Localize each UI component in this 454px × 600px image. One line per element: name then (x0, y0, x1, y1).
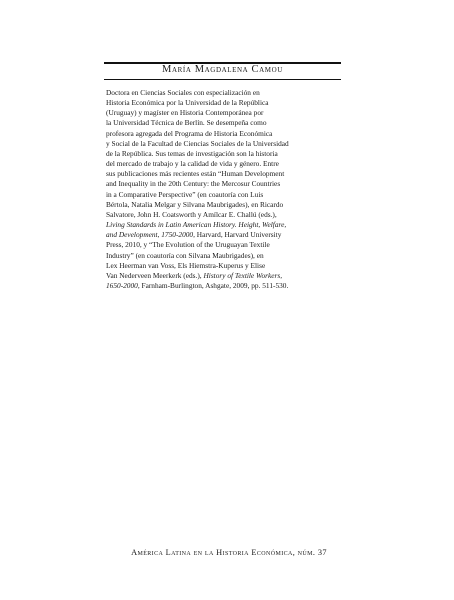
bio-text: Historia Económica por la Universidad de la República (106, 98, 269, 108)
bio-line (106, 220, 346, 230)
bio-text: del mercado de trabajo y la calidad de vida y género. Entre (106, 159, 279, 169)
journal-footer: América Latina en la Historia Económica, núm. 37 (131, 548, 327, 557)
bio-line (106, 230, 346, 240)
bio-line (106, 281, 346, 291)
author-name-heading: María Magdalena Camou (162, 64, 283, 75)
bio-line (106, 118, 346, 128)
bio-line (106, 240, 346, 250)
bio-line (106, 108, 346, 118)
bio-italic-text: and Development, 1750-2000 (106, 230, 194, 240)
bio-italic-text: Living Standards in Latin American History. Height, Welfare, (106, 220, 287, 230)
bio-text: in a Comparative Perspective” (en coautoría con Luis (106, 189, 264, 199)
bio-line (106, 261, 346, 271)
header-bottom-rule (104, 79, 341, 80)
bio-line (106, 98, 346, 108)
bio-line (106, 210, 346, 220)
bio-text: , Harvard, Harvard University (193, 230, 282, 240)
bio-text: Van Nederveen Meerkerk (eds.), (106, 270, 204, 280)
bio-text: Industry” (en coautoría con Silvana Maubrigades), en (106, 250, 264, 260)
bio-text: Salvatore, John H. Coatsworth y Amílcar E. Challú (eds.), (106, 209, 277, 219)
bio-line (106, 179, 346, 189)
bio-text: Doctora en Ciencias Sociales con especialización en (106, 88, 260, 97)
author-biography (106, 88, 346, 291)
bio-line (106, 190, 346, 200)
bio-text: Bértola, Natalia Melgar y Silvana Maubrigades), en Ricardo (106, 199, 284, 209)
bio-line (106, 169, 346, 179)
bio-line (106, 129, 346, 139)
bio-line (106, 88, 346, 98)
bio-text: Press, 2010, y “The Evolution of the Uruguayan Textile (106, 240, 270, 250)
bio-line (106, 159, 346, 169)
bio-line (106, 271, 346, 281)
bio-italic-text: History of Textile Workers, (203, 270, 283, 280)
bio-text: , Farnham-Burlington, Ashgate, 2009, pp. 511-530. (137, 280, 289, 290)
bio-text: and Inequality in the 20th Century: the Mercosur Countries (106, 179, 281, 189)
bio-text: y Social de la Facultad de Ciencias Sociales de la Universidad (106, 138, 289, 148)
bio-line (106, 149, 346, 159)
bio-text: profesora agregada del Programa de Historia Económica (106, 128, 273, 138)
bio-italic-text: 1650-2000 (106, 280, 138, 290)
bio-line (106, 200, 346, 210)
bio-line (106, 139, 346, 149)
bio-text: la Universidad Técnica de Berlín. Se desempeña como (106, 118, 267, 128)
bio-text: Lex Heerman van Voss, Els Hiemstra-Kuperus y Elise (106, 260, 266, 270)
bio-text: (Uruguay) y magíster en Historia Contemporánea por (106, 108, 264, 118)
bio-text: sus publicaciones más recientes están “Human Development (106, 169, 285, 179)
bio-line (106, 251, 346, 261)
bio-text: de la República. Sus temas de investigación son la historia (106, 148, 278, 158)
